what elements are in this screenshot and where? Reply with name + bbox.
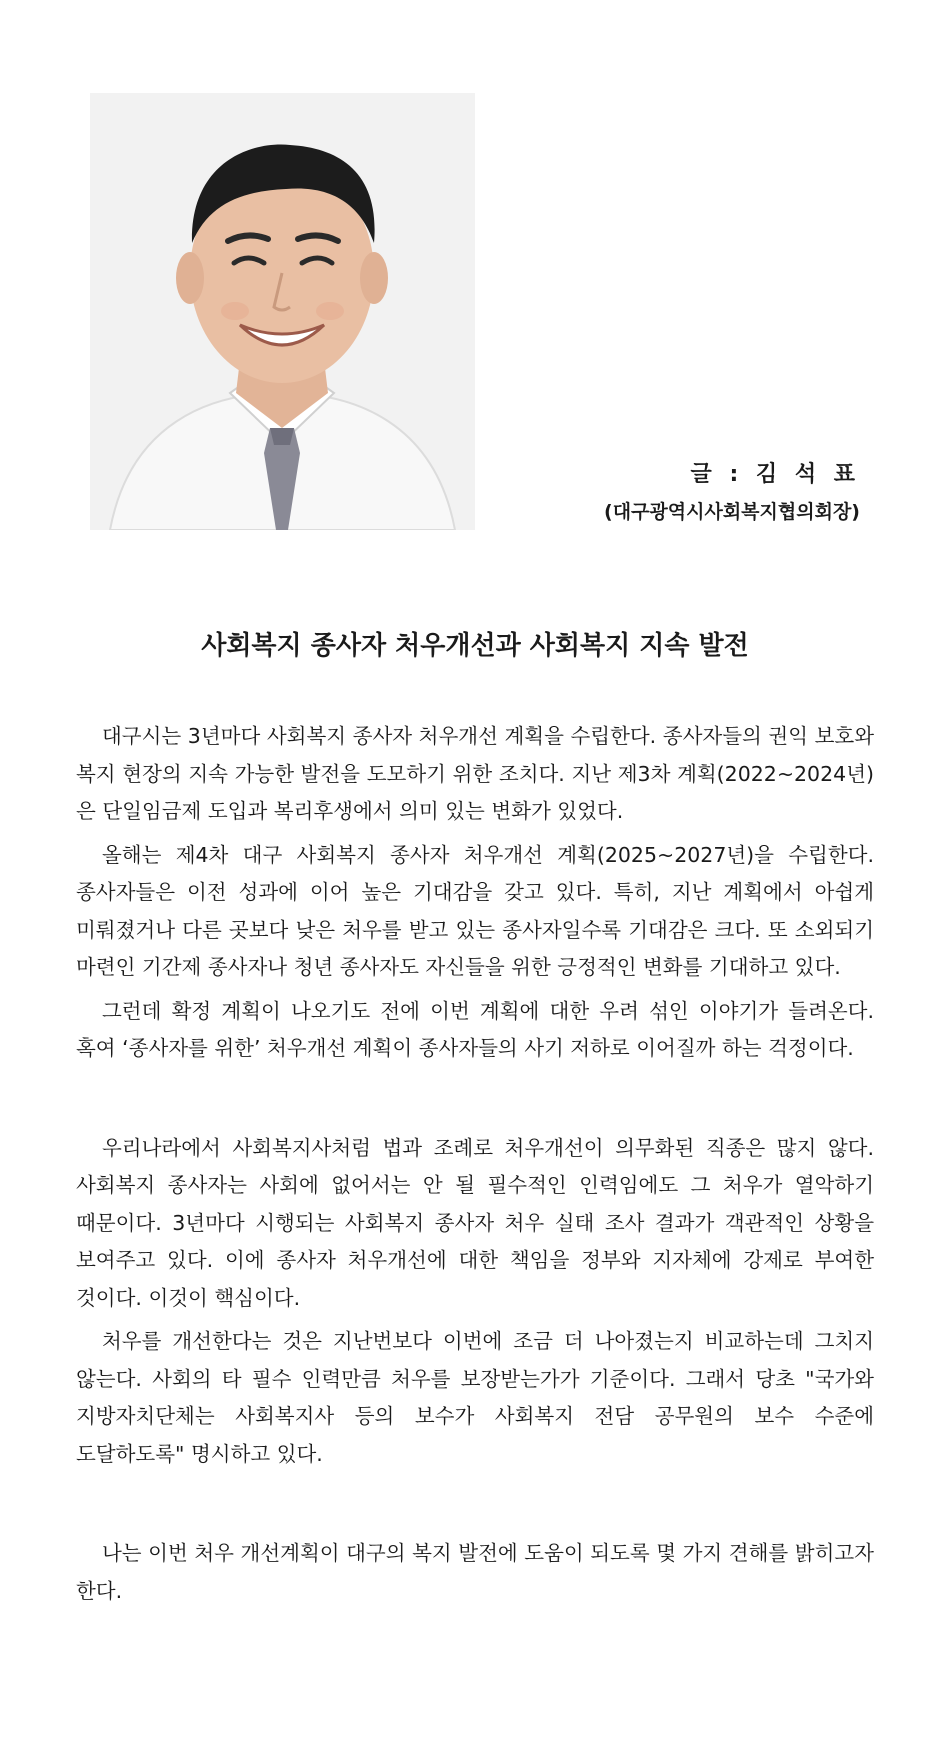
paragraph-6: 나는 이번 처우 개선계획이 대구의 복지 발전에 도움이 되도록 몇 가지 견해를 밝히고자 한다.	[76, 1541, 874, 1603]
author-affiliation: (대구광역시사회복지협의회장)	[604, 501, 860, 523]
article-title: 사회복지 종사자 처우개선과 사회복지 지속 발전	[201, 631, 749, 661]
author-name: 글 : 김 석 표	[690, 462, 860, 487]
paragraph-4: 우리나라에서 사회복지사처럼 법과 조례로 처우개선이 의무화된 직종은 많지 않다. 사회복지 종사자는 사회에 없어서는 안 될 필수적인 인력임에도 그 처우가 열악하기 때문이다. 3년마다 시행되는 사회복지 종사자 처우 실태 조사 결과가 객관적인 상황을 보여주고 있다. 이에 종사자 처우개선에 대한 책임을 정부와 지자체에 강제로 부여한 것이다. 이것이 핵심이다.	[76, 1135, 874, 1310]
paragraph-3: 그런데 확정 계획이 나오기도 전에 이번 계획에 대한 우려 섞인 이야기가 들려온다. 혹여 ‘종사자를 위한’ 처우개선 계획이 종사자들의 사기 저하로 이어질까 하는 걱정이다.	[76, 998, 874, 1060]
byline	[604, 458, 860, 528]
article-body	[76, 718, 874, 1610]
paragraph-2: 올해는 제4차 대구 사회복지 종사자 처우개선 계획(2025~2027년)을 수립한다. 종사자들은 이전 성과에 이어 높은 기대감을 갖고 있다. 특히, 지난 계획에서 아쉽게 미뤄졌거나 다른 곳보다 낮은 처우를 받고 있는 종사자일수록 기대감은 크다. 또 소외되기 마련인 기간제 종사자나 청년 종사자도 자신들을 위한 긍정적인 변화를 기대하고 있다.	[76, 842, 874, 979]
author-portrait	[90, 93, 475, 530]
paragraph-5: 처우를 개선한다는 것은 지난번보다 이번에 조금 더 나아졌는지 비교하는데 그치지 않는다. 사회의 타 필수 인력만큼 처우를 보장받는가가 기준이다. 그래서 당초 "국가와 지방자치단체는 사회복지사 등의 보수가 사회복지 전담 공무원의 보수 수준에 도달하도록" 명시하고 있다.	[76, 1329, 874, 1466]
portrait-illustration	[90, 93, 475, 530]
paragraph-1: 대구시는 3년마다 사회복지 종사자 처우개선 계획을 수립한다. 종사자들의 권익 보호와 복지 현장의 지속 가능한 발전을 도모하기 위한 조치다. 지난 제3차 계획(2022~2024년)은 단일임금제 도입과 복리후생에서 의미 있는 변화가 있었다.	[76, 724, 874, 823]
